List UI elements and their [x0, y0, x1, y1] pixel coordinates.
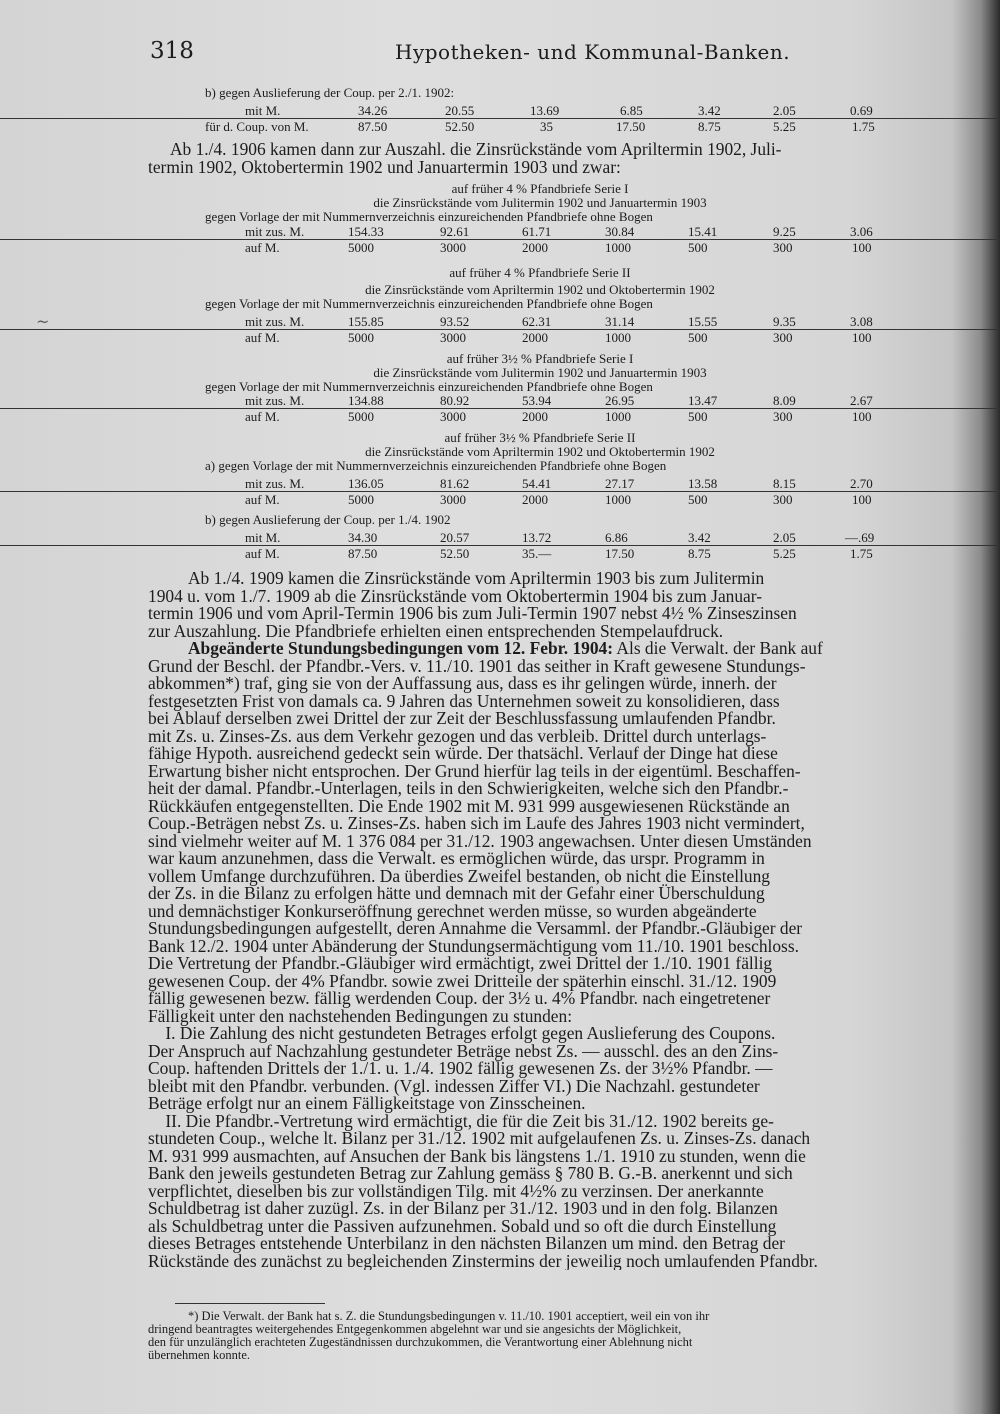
coupon-table-top — [0, 103, 1000, 134]
block-subtitle: die Zinsrückstände vom Julitermin 1902 und Januartermin 1903 — [373, 195, 707, 210]
paragraph-intro — [148, 141, 938, 176]
table-cell: 3000 — [440, 492, 466, 507]
table-row — [0, 546, 1000, 561]
table-cell: 300 — [773, 492, 793, 507]
footnote-line: dringend beantragtes weitergehendes Entgegenkommen abgelehnt war und sie angesichts der Möglichkeit, — [148, 1322, 682, 1336]
text-line: der Zs. in die Bilanz zu erfolgen hätte und demnach mit der Gefahr einer Überschuldung — [148, 883, 765, 903]
table-cell: 93.52 — [440, 314, 470, 329]
table-cell: 53.94 — [522, 393, 552, 408]
table-cell: 1000 — [605, 330, 631, 345]
table-cell: 52.50 — [440, 546, 470, 561]
table-cell: 1000 — [605, 409, 631, 424]
row-label: mit zus. M. — [245, 393, 305, 408]
table-cell: 3000 — [440, 240, 466, 255]
table-cell: 155.85 — [348, 314, 384, 329]
text-line: stundeten Coup., welche lt. Bilanz per 31./12. 1902 mit aufgelaufenen Zs. u. Zinses-Zs. danach — [148, 1128, 811, 1148]
table-cell: 500 — [688, 492, 708, 507]
footnote-line: übernehmen konnte. — [148, 1348, 251, 1362]
block-condition: gegen Vorlage der mit Nummernverzeichnis einzureichenden Pfandbriefe ohne Bogen — [205, 296, 653, 311]
section-heading: Abgeänderte Stundungsbedingungen vom 12. Febr. 1904: — [188, 640, 614, 658]
page-header — [150, 38, 940, 68]
table-cell: 8.75 — [698, 119, 721, 134]
table-cell: 2.05 — [773, 530, 796, 545]
table-row — [0, 530, 1000, 546]
table-cell: 3.08 — [850, 314, 873, 329]
table-cell: 1.75 — [852, 119, 875, 134]
table-cell: 13.69 — [530, 103, 560, 118]
row-label: für d. Coup. von M. — [205, 119, 309, 134]
table-cell: 300 — [773, 240, 793, 255]
text-fragment: Als die Verwalt. der Bank auf — [616, 640, 823, 658]
text-line: Coup.-Beträgen nebst Zs. u. Zinses-Zs. haben sich im Laufe des Jahres 1903 nicht vermindert, — [148, 813, 805, 833]
table-cell: 3000 — [440, 409, 466, 424]
table-cell: 500 — [688, 330, 708, 345]
text-line: Beträge erfolgt nur an einem Fälligkeitstage von Zinsscheinen. — [148, 1093, 586, 1113]
table-cell: 15.41 — [688, 224, 718, 239]
table-cell: 5.25 — [773, 546, 796, 561]
row-label: auf M. — [245, 409, 280, 424]
text-line: Coup. haftenden Drittels der 1./1. u. 1./4. 1902 fällig gewesenen Zs. der 3½% Pfandbr. — — [148, 1058, 773, 1078]
text-line: Bank den jeweils gestundeten Betrag zur Zahlung gemäss § 780 B. G.-B. anerkennt und sich — [148, 1163, 793, 1183]
table-cell: 134.88 — [348, 393, 384, 408]
table-cell: 5000 — [348, 240, 374, 255]
interest-table-4 — [0, 476, 1000, 507]
coupon-table-bottom — [0, 530, 1000, 561]
table-cell: 100 — [852, 409, 872, 424]
table-cell: 35 — [540, 119, 553, 134]
table-cell: 27.17 — [605, 476, 635, 491]
row-label: mit zus. M. — [245, 314, 305, 329]
row-label: mit M. — [245, 103, 281, 118]
table-cell: 62.31 — [522, 314, 552, 329]
block-condition: gegen Vorlage der mit Nummernverzeichnis einzureichenden Pfandbriefe ohne Bogen — [205, 209, 653, 224]
table-cell: 52.50 — [445, 119, 475, 134]
table-cell: 3.06 — [850, 224, 873, 239]
table-cell: 500 — [688, 240, 708, 255]
table-cell: 9.35 — [773, 314, 796, 329]
table-cell: 1000 — [605, 240, 631, 255]
table-cell: 2000 — [522, 492, 548, 507]
block-title: auf früher 4 % Pfandbriefe Serie II — [449, 265, 631, 280]
table-cell: 2000 — [522, 240, 548, 255]
table-cell: 2000 — [522, 330, 548, 345]
text-line: Rückkäufen entgegenstellten. Die Ende 1902 mit M. 931 999 ausgewiesenen Rückstände an — [148, 795, 790, 816]
table-cell: 13.58 — [688, 476, 718, 491]
table-cell: 2.05 — [773, 103, 796, 118]
interest-table-1 — [0, 224, 1000, 255]
table-cell: 6.86 — [605, 530, 628, 545]
table-row — [0, 393, 1000, 409]
text-line: bleibt mit den Pfandbr. verbunden. (Vgl. indessen Ziffer VI.) Die Nachzahl. gestundeter — [148, 1075, 760, 1096]
table-cell: 20.57 — [440, 530, 470, 545]
row-label: auf M. — [245, 546, 280, 561]
margin-pencil-mark: ~ — [36, 312, 50, 331]
text-line: heit der damal. Pfandbr.-Unterlagen, teils in den Schwierigkeiten, welche sich den Pfandbr.- — [148, 778, 789, 798]
table-cell: 8.15 — [773, 476, 796, 491]
table-cell: 30.84 — [605, 224, 635, 239]
table-row — [0, 330, 1000, 345]
text-line: als Schuldbetrag unter die Passiven aufzunehmen. Sobald und so oft die durch Einstellung — [148, 1215, 777, 1236]
table-cell: 300 — [773, 409, 793, 424]
table-cell: 500 — [688, 409, 708, 424]
text-line: war kaum anzunehmen, dass die Verwalt. es ermöglichen würde, das urspr. Programm in — [148, 848, 765, 868]
table-cell: 8.09 — [773, 393, 796, 408]
table-heading: b) gegen Auslieferung der Coup. per 1./4. 1902 — [205, 512, 451, 527]
text-line: mit Zs. u. Zinses-Zs. aus dem Verkehr gezogen und das verbleib. Drittel durch unterlags- — [148, 725, 767, 746]
table-cell: 1000 — [605, 492, 631, 507]
text-line: Die Vertretung der Pfandbr.-Gläubiger wird ermächtigt, zwei Drittel der 1./10. 1901 fällig — [148, 953, 773, 973]
table-row — [0, 240, 1000, 255]
table-cell: 6.85 — [620, 103, 643, 118]
table-cell: 2.67 — [850, 393, 873, 408]
table-row — [0, 492, 1000, 507]
table-cell: 100 — [852, 240, 872, 255]
text-line: Grund der Beschl. der Pfandbr.-Vers. v. 11./10. 1901 das seither in Kraft gewesene Stundungs- — [148, 655, 806, 676]
block-title: auf früher 3½ % Pfandbriefe Serie II — [444, 430, 636, 445]
table-cell: 35.— — [522, 546, 552, 561]
table-cell: 300 — [773, 330, 793, 345]
footnote-line: *) Die Verwalt. der Bank hat s. Z. die Stundungsbedingungen v. 11./10. 1901 acceptiert, weil ein von ihr — [188, 1310, 710, 1323]
text-line: Ab 1./4. 1906 kamen dann zur Auszahl. die Zinsrückstände vom Apriltermin 1902, Juli- — [170, 141, 782, 159]
table-cell: 92.61 — [440, 224, 470, 239]
table-cell: 17.50 — [605, 546, 635, 561]
text-line: termin 1906 und vom April-Termin 1906 bis zum Juli-Termin 1907 nebst 4½ % Zinseszinsen — [148, 603, 797, 623]
text-line: verpflichtet, dieselben bis zur vollständigen Tilg. mit 4½% zu verzinsen. Der anerkannte — [148, 1180, 764, 1201]
table-cell: 34.30 — [348, 530, 378, 545]
footnote-line: den für unzulänglich erachteten Zugeständnissen durchzukommen, die Verantwortung einer Ablehnung nicht — [148, 1335, 693, 1349]
table-cell: 31.14 — [605, 314, 635, 329]
text-line — [148, 640, 938, 658]
block-title: auf früher 3½ % Pfandbriefe Serie I — [446, 351, 634, 366]
table-cell: 100 — [852, 330, 872, 345]
table-cell: 154.33 — [348, 224, 384, 239]
table-cell: 17.50 — [616, 119, 646, 134]
text-line: dieses Betrages entstehende Unterbilanz in den nächsten Bilanzen um mind. den Betrag der — [148, 1233, 785, 1253]
block-subtitle: die Zinsrückstände vom Julitermin 1902 und Januartermin 1903 — [373, 365, 707, 380]
text-line: gewesenen Coup. der 4% Pfandbr. sowie zwei Dritteile der späterhin einschl. 31./12. 1909 — [148, 970, 777, 991]
table-row — [0, 476, 1000, 492]
text-line: vollem Umfange durchzuführen. Da überdies Zweifel bestanden, ob nicht die Einstellung — [148, 865, 771, 886]
row-label: auf M. — [245, 240, 280, 255]
table-cell: 5000 — [348, 330, 374, 345]
row-label: auf M. — [245, 330, 280, 345]
table-cell: 5000 — [348, 409, 374, 424]
text-line: II. Die Pfandbr.-Vertretung wird ermächtigt, die für die Zeit bis 31./12. 1902 bereits ge- — [148, 1110, 774, 1131]
table-cell: 2000 — [522, 409, 548, 424]
table-cell: 9.25 — [773, 224, 796, 239]
footnote — [148, 1310, 938, 1362]
interest-table-2 — [0, 314, 1000, 345]
table-cell: 20.55 — [445, 103, 475, 118]
text-line: Erwartung bisher nicht entsprochen. Der Grund hierfür lag teils in der eigentüml. Beschaffen- — [148, 760, 801, 781]
table-cell: 136.05 — [348, 476, 384, 491]
text-line: abkommen*) traf, ging sie von der Auffassung aus, dass es ihr gelingen würde, innerh. der — [148, 673, 777, 693]
table-cell: 3.42 — [688, 530, 711, 545]
table-row — [0, 119, 1000, 134]
table-cell: 26.95 — [605, 393, 635, 408]
page-number: 318 — [150, 38, 194, 64]
table-cell: 61.71 — [522, 224, 552, 239]
table-row — [0, 409, 1000, 424]
page-edge-shadow — [952, 0, 1000, 1414]
row-label: auf M. — [245, 492, 280, 507]
table-row — [0, 103, 1000, 119]
table-cell: 0.69 — [850, 103, 873, 118]
text-line: termin 1902, Oktobertermin 1902 und Januartermin 1903 und zwar: — [148, 156, 621, 176]
table-heading: b) gegen Auslieferung der Coup. per 2./1. 1902: — [205, 85, 455, 100]
table-row — [0, 224, 1000, 240]
block-condition: gegen Vorlage der mit Nummernverzeichnis einzureichenden Pfandbriefe ohne Bogen — [205, 379, 653, 394]
table-cell: 8.75 — [688, 546, 711, 561]
table-cell: 34.26 — [358, 103, 388, 118]
table-cell: 3000 — [440, 330, 466, 345]
table-cell: 87.50 — [358, 119, 388, 134]
row-label: mit zus. M. — [245, 476, 305, 491]
table-cell: 54.41 — [522, 476, 552, 491]
table-cell: 100 — [852, 492, 872, 507]
text-line: M. 931 999 ausmachten, auf Ansuchen der Bank bis längstens 1./1. 1910 zu stunden, wenn die — [148, 1145, 806, 1166]
text-line: Rückstände des zunächst zu begleichenden Zinstermins der jeweilig noch umlaufenden Pfandbr. — [148, 1250, 818, 1270]
row-label: mit M. — [245, 530, 281, 545]
text-line: Fälligkeit unter den nachstehenden Bedingungen zu stunden: — [148, 1005, 573, 1026]
footnote-rule — [175, 1303, 325, 1304]
block-subtitle: die Zinsrückstände vom Apriltermin 1902 und Oktobertermin 1902 — [365, 282, 715, 297]
paragraph-payout — [148, 570, 938, 640]
running-title: Hypotheken- und Kommunal-Banken. — [395, 40, 791, 64]
text-line: bei Ablauf derselben zwei Drittel der zur Zeit der Beschlussfassung umlaufenden Pfandbr. — [148, 708, 776, 728]
text-line: 1904 u. vom 1./7. 1909 ab die Zinsrückstände vom Oktobertermin 1904 bis zum Januar- — [148, 585, 763, 606]
table-cell: 87.50 — [348, 546, 378, 561]
paragraph-stundung — [148, 640, 938, 1270]
table-cell: 5000 — [348, 492, 374, 507]
text-line: fällig gewesenen bezw. fällig werdenden Coup. der 3½ u. 4% Pfandbr. nach eingetretener — [148, 988, 771, 1008]
table-cell: 2.70 — [850, 476, 873, 491]
text-line: Schuldbetrag ist daher zuzügl. Zs. in der Bilanz per 31./12. 1903 und in den folg. Bilanzen — [148, 1198, 778, 1218]
text-line: zur Auszahlung. Die Pfandbriefe erhielten einen entsprechenden Stempelaufdruck. — [148, 620, 724, 640]
table-cell: 13.72 — [522, 530, 552, 545]
block-subtitle: die Zinsrückstände vom Apriltermin 1902 und Oktobertermin 1902 — [365, 444, 715, 459]
text-line: Ab 1./4. 1909 kamen die Zinsrückstände vom Apriltermin 1903 bis zum Julitermin — [188, 570, 765, 588]
table-row — [0, 314, 1000, 330]
table-cell: 80.92 — [440, 393, 470, 408]
text-line: Bank 12./2. 1904 unter Abänderung der Stundungsermächtigung vom 11./10. 1901 beschloss. — [148, 935, 799, 956]
row-label: mit zus. M. — [245, 224, 305, 239]
text-line: festgesetzten Frist von damals ca. 9 Jahren das Unternehmen soweit zu konsolidieren, dass — [148, 690, 780, 711]
table-cell: 5.25 — [773, 119, 796, 134]
block-condition: a) gegen Vorlage der mit Nummernverzeichnis einzureichenden Pfandbriefe ohne Bogen — [205, 458, 667, 473]
table-cell: 15.55 — [688, 314, 718, 329]
text-line: Stundungsbedingungen aufgestellt, deren Annahme die Versamml. der Pfandbr.-Gläubiger der — [148, 918, 803, 938]
table-cell: 1.75 — [850, 546, 873, 561]
table-cell: 81.62 — [440, 476, 470, 491]
block-title: auf früher 4 % Pfandbriefe Serie I — [451, 181, 629, 196]
interest-table-3 — [0, 393, 1000, 424]
text-line: fähige Hypoth. ausreichend gedeckt sein würde. Der thatsächl. Verlauf der Dinge hat diese — [148, 743, 778, 763]
text-line: und demnächstiger Konkurseröffnung gerechnet werden müsse, so wurden abgeänderte — [148, 900, 757, 921]
text-line: I. Die Zahlung des nicht gestundeten Betrages erfolgt gegen Auslieferung des Coupons. — [148, 1023, 776, 1043]
text-line: sind vielmehr weiter auf M. 1 376 084 per 31./12. 1903 angewachsen. Unter diesen Umständen — [148, 830, 812, 851]
table-cell: 13.47 — [688, 393, 718, 408]
text-line: Der Anspruch auf Nachzahlung gestundeter Beträge nebst Zs. — ausschl. des an den Zins- — [148, 1040, 779, 1061]
table-cell: —.69 — [845, 530, 875, 545]
table-cell: 3.42 — [698, 103, 721, 118]
